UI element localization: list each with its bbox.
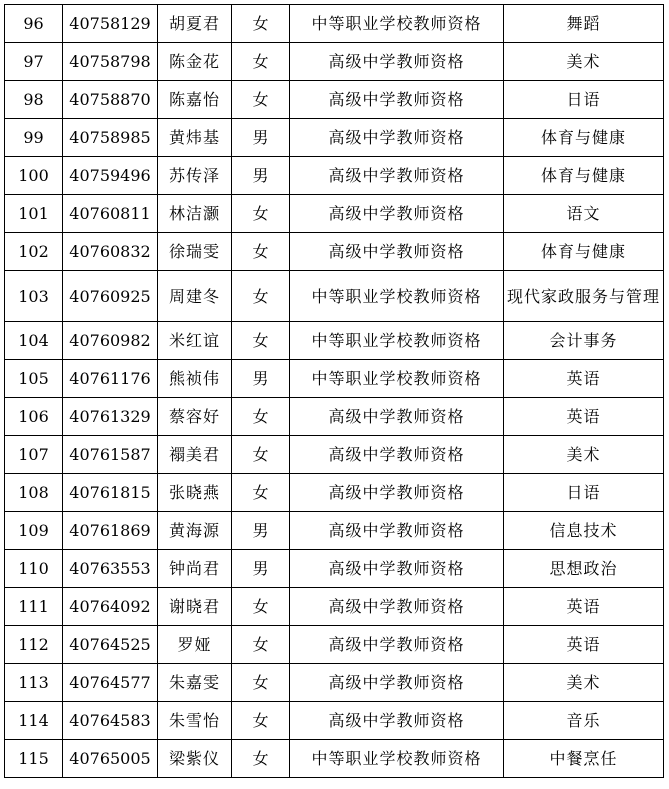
table-row — [5, 157, 664, 195]
subject-cell: 舞蹈 — [504, 5, 664, 43]
table-row — [5, 588, 664, 626]
gender-cell: 女 — [232, 5, 290, 43]
table-row — [5, 550, 664, 588]
row-number-cell: 114 — [5, 702, 63, 740]
subject-cell: 英语 — [504, 626, 664, 664]
row-number-cell: 108 — [5, 474, 63, 512]
applicant-id-cell: 40760811 — [63, 195, 158, 233]
subject-cell: 信息技术 — [504, 512, 664, 550]
applicant-id-cell: 40758985 — [63, 119, 158, 157]
gender-cell: 男 — [232, 512, 290, 550]
table-row — [5, 360, 664, 398]
table-row — [5, 195, 664, 233]
row-number-cell: 99 — [5, 119, 63, 157]
table-row — [5, 626, 664, 664]
table-row — [5, 398, 664, 436]
table-row — [5, 233, 664, 271]
row-number-cell: 110 — [5, 550, 63, 588]
gender-cell: 男 — [232, 157, 290, 195]
row-number-cell: 100 — [5, 157, 63, 195]
qualification-type-cell: 高级中学教师资格 — [290, 157, 504, 195]
table-row — [5, 119, 664, 157]
gender-cell: 女 — [232, 474, 290, 512]
applicant-name-cell: 钟尚君 — [158, 550, 232, 588]
qualification-type-cell: 高级中学教师资格 — [290, 664, 504, 702]
applicant-id-cell: 40764577 — [63, 664, 158, 702]
row-number-cell: 112 — [5, 626, 63, 664]
applicant-id-cell: 40761815 — [63, 474, 158, 512]
qualification-type-cell: 中等职业学校教师资格 — [290, 5, 504, 43]
subject-cell: 日语 — [504, 474, 664, 512]
row-number-cell: 102 — [5, 233, 63, 271]
table-row — [5, 5, 664, 43]
subject-cell: 思想政治 — [504, 550, 664, 588]
row-number-cell: 113 — [5, 664, 63, 702]
table-row — [5, 322, 664, 360]
row-number-cell: 106 — [5, 398, 63, 436]
qualification-type-cell: 中等职业学校教师资格 — [290, 322, 504, 360]
row-number-cell: 97 — [5, 43, 63, 81]
subject-cell: 体育与健康 — [504, 157, 664, 195]
applicant-id-cell: 40759496 — [63, 157, 158, 195]
applicant-name-cell: 蔡容好 — [158, 398, 232, 436]
row-number-cell: 104 — [5, 322, 63, 360]
subject-cell: 英语 — [504, 588, 664, 626]
qualification-type-cell: 中等职业学校教师资格 — [290, 271, 504, 322]
applicant-name-cell: 梁紫仪 — [158, 740, 232, 778]
applicant-id-cell: 40764092 — [63, 588, 158, 626]
gender-cell: 女 — [232, 81, 290, 119]
subject-cell: 语文 — [504, 195, 664, 233]
applicant-id-cell: 40763553 — [63, 550, 158, 588]
applicant-name-cell: 陈金花 — [158, 43, 232, 81]
row-number-cell: 103 — [5, 271, 63, 322]
subject-cell: 会计事务 — [504, 322, 664, 360]
table-body — [5, 5, 664, 778]
subject-cell: 体育与健康 — [504, 119, 664, 157]
row-number-cell: 111 — [5, 588, 63, 626]
qualification-type-cell: 高级中学教师资格 — [290, 398, 504, 436]
subject-cell: 日语 — [504, 81, 664, 119]
table-row — [5, 664, 664, 702]
qualification-table-container — [4, 4, 664, 778]
gender-cell: 女 — [232, 43, 290, 81]
applicant-name-cell: 徐瑞雯 — [158, 233, 232, 271]
table-row — [5, 474, 664, 512]
applicant-id-cell: 40760925 — [63, 271, 158, 322]
row-number-cell: 105 — [5, 360, 63, 398]
applicant-id-cell: 40764583 — [63, 702, 158, 740]
table-row — [5, 43, 664, 81]
gender-cell: 女 — [232, 233, 290, 271]
gender-cell: 女 — [232, 664, 290, 702]
applicant-name-cell: 谢晓君 — [158, 588, 232, 626]
subject-cell: 英语 — [504, 360, 664, 398]
qualification-type-cell: 高级中学教师资格 — [290, 436, 504, 474]
row-number-cell: 101 — [5, 195, 63, 233]
applicant-id-cell: 40765005 — [63, 740, 158, 778]
qualification-type-cell: 高级中学教师资格 — [290, 588, 504, 626]
gender-cell: 女 — [232, 398, 290, 436]
subject-cell: 英语 — [504, 398, 664, 436]
table-row — [5, 436, 664, 474]
applicant-id-cell: 40758870 — [63, 81, 158, 119]
qualification-type-cell: 高级中学教师资格 — [290, 550, 504, 588]
qualification-type-cell: 高级中学教师资格 — [290, 81, 504, 119]
applicant-name-cell: 黄海源 — [158, 512, 232, 550]
applicant-name-cell: 罗娅 — [158, 626, 232, 664]
applicant-name-cell: 熊祯伟 — [158, 360, 232, 398]
subject-cell: 现代家政服务与管理 — [504, 271, 664, 322]
applicant-name-cell: 林洁灏 — [158, 195, 232, 233]
applicant-id-cell: 40761869 — [63, 512, 158, 550]
gender-cell: 女 — [232, 271, 290, 322]
table-row — [5, 702, 664, 740]
applicant-name-cell: 禤美君 — [158, 436, 232, 474]
applicant-name-cell: 苏传泽 — [158, 157, 232, 195]
row-number-cell: 115 — [5, 740, 63, 778]
table-row — [5, 512, 664, 550]
applicant-id-cell: 40758129 — [63, 5, 158, 43]
applicant-name-cell: 米红谊 — [158, 322, 232, 360]
gender-cell: 女 — [232, 740, 290, 778]
table-row — [5, 81, 664, 119]
gender-cell: 女 — [232, 626, 290, 664]
qualification-type-cell: 高级中学教师资格 — [290, 702, 504, 740]
applicant-name-cell: 朱雪怡 — [158, 702, 232, 740]
qualification-table — [4, 4, 664, 778]
gender-cell: 男 — [232, 360, 290, 398]
applicant-id-cell: 40764525 — [63, 626, 158, 664]
row-number-cell: 107 — [5, 436, 63, 474]
table-row — [5, 271, 664, 322]
gender-cell: 女 — [232, 702, 290, 740]
row-number-cell: 109 — [5, 512, 63, 550]
applicant-name-cell: 朱嘉雯 — [158, 664, 232, 702]
table-row — [5, 740, 664, 778]
qualification-type-cell: 高级中学教师资格 — [290, 626, 504, 664]
gender-cell: 男 — [232, 119, 290, 157]
gender-cell: 女 — [232, 195, 290, 233]
subject-cell: 美术 — [504, 664, 664, 702]
applicant-id-cell: 40760982 — [63, 322, 158, 360]
gender-cell: 女 — [232, 588, 290, 626]
gender-cell: 女 — [232, 436, 290, 474]
gender-cell: 男 — [232, 550, 290, 588]
gender-cell: 女 — [232, 322, 290, 360]
subject-cell: 美术 — [504, 436, 664, 474]
qualification-type-cell: 高级中学教师资格 — [290, 233, 504, 271]
applicant-id-cell: 40761329 — [63, 398, 158, 436]
applicant-id-cell: 40761176 — [63, 360, 158, 398]
subject-cell: 中餐烹任 — [504, 740, 664, 778]
applicant-id-cell: 40758798 — [63, 43, 158, 81]
row-number-cell: 96 — [5, 5, 63, 43]
applicant-name-cell: 陈嘉怡 — [158, 81, 232, 119]
applicant-name-cell: 周建冬 — [158, 271, 232, 322]
applicant-id-cell: 40760832 — [63, 233, 158, 271]
qualification-type-cell: 高级中学教师资格 — [290, 43, 504, 81]
applicant-name-cell: 胡夏君 — [158, 5, 232, 43]
qualification-type-cell: 高级中学教师资格 — [290, 119, 504, 157]
qualification-type-cell: 中等职业学校教师资格 — [290, 740, 504, 778]
applicant-name-cell: 张晓燕 — [158, 474, 232, 512]
subject-cell: 美术 — [504, 43, 664, 81]
subject-cell: 体育与健康 — [504, 233, 664, 271]
subject-cell: 音乐 — [504, 702, 664, 740]
qualification-type-cell: 高级中学教师资格 — [290, 512, 504, 550]
qualification-type-cell: 高级中学教师资格 — [290, 195, 504, 233]
applicant-id-cell: 40761587 — [63, 436, 158, 474]
qualification-type-cell: 高级中学教师资格 — [290, 474, 504, 512]
row-number-cell: 98 — [5, 81, 63, 119]
qualification-type-cell: 中等职业学校教师资格 — [290, 360, 504, 398]
applicant-name-cell: 黄炜基 — [158, 119, 232, 157]
